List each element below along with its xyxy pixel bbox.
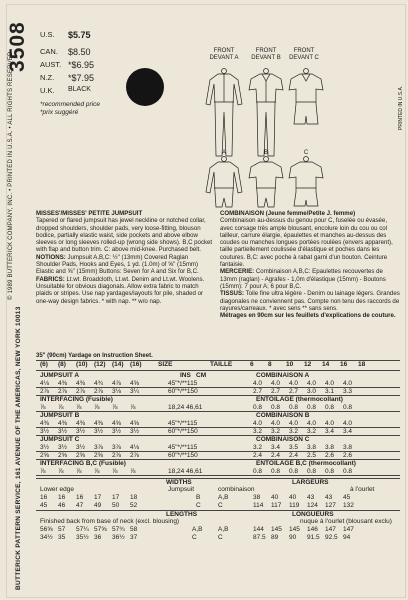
width-fr: 40	[289, 494, 297, 501]
metrages-note: Métrages en 90cm sur les feuillets d'explications de couture.	[220, 312, 396, 320]
width-en: 16	[40, 494, 48, 501]
length-fr: 146	[307, 526, 318, 533]
yardage-en: 3¼	[130, 388, 140, 395]
price-country: N.Z.	[40, 73, 55, 82]
fabric-width: 60"*/**150	[168, 428, 198, 435]
width-fr: 40	[271, 494, 279, 501]
yardage-fr: 2.6	[325, 452, 335, 459]
yardage-fr: 4.0	[271, 420, 281, 427]
yardage-en: ⅞	[76, 468, 82, 475]
yardage-en: 3½	[94, 428, 104, 435]
width-fr: 124	[307, 502, 318, 509]
yardage-en: 3½	[58, 444, 68, 451]
price-country: CAN.	[40, 47, 58, 56]
fabrics-heading: FABRICS:	[36, 275, 65, 283]
yardage-en: 4¾	[94, 380, 104, 387]
width-en: 52	[130, 502, 138, 509]
table-section-fr: COMBINAISON B	[256, 412, 310, 419]
pattern-number: 3508	[6, 21, 29, 72]
yardage-fr: 0.8	[343, 404, 353, 411]
tissus-text: Toile fine ultra légère - Denim ou lainage légers. Grandes diagonales ne conviennent pas. Compte non tenu des raccords de rayures/carreaux. * avec sens ** sans sens.	[220, 290, 400, 312]
table-header-rule	[36, 370, 400, 371]
size-label: SIZE	[158, 361, 173, 368]
width-en: 16	[76, 494, 84, 501]
price-row-us	[40, 30, 150, 43]
length-fr: 147	[343, 526, 354, 533]
yardage-fr: 4.0	[307, 420, 317, 427]
width-en: 16	[58, 494, 66, 501]
yardage-en: 4⅜	[40, 420, 50, 427]
width-fr: 117	[271, 502, 282, 509]
length-en: 56⅝	[40, 526, 53, 533]
lengths-rule	[36, 510, 400, 511]
yardage-en: 4⅝	[112, 420, 122, 427]
yardage-en: 4⅜	[94, 420, 104, 427]
yardage-en: ⅞	[58, 468, 64, 475]
garment-drawings	[186, 12, 402, 212]
width-fr: 127	[325, 502, 336, 509]
length-view: A,B	[192, 526, 203, 533]
description-body: Tapered or flared jumpsuit has jewel neckline or notched collar, dropped shoulders, shoulder pads, very loose-fitting, blouson bodice, partially elastic waist, side pockets and above elbow sleeves or long sleeves rolled-up (wrong side shows). B,C pocket with flap and button trim. C: above mid-knee. Purchased belt.	[36, 217, 213, 254]
yardage-fr: 4.0	[271, 380, 281, 387]
taille-header: 6	[250, 361, 254, 368]
garment-views	[186, 12, 402, 212]
length-en: 35½	[76, 534, 89, 541]
yardage-en: 3½	[76, 428, 86, 435]
width-fr: 43	[325, 494, 333, 501]
length-fr: 147	[325, 526, 336, 533]
yardage-fr: 0.8	[271, 468, 281, 475]
yardage-en: 3½	[40, 428, 50, 435]
price-country: U.K.	[40, 86, 55, 95]
publisher-address: BUTTERICK PATTERN SERVICE, 161 AVENUE OF THE AMERICAS, NEW YORK 10013	[15, 306, 22, 590]
length-en: 36½	[112, 534, 125, 541]
length-en: 57⅝	[94, 526, 107, 533]
width-en: 17	[94, 494, 102, 501]
taille-header: 14	[322, 361, 330, 368]
table-section-en: INTERFACING B,C (Fusible)	[40, 460, 126, 467]
length-fr: 145	[289, 526, 300, 533]
nuque-label: nuque à l'ourlet (blousant exclu)	[300, 518, 392, 525]
price-country: U.S.	[40, 30, 55, 39]
yardage-fr: 2.7	[271, 388, 281, 395]
yardage-fr: 0.8	[307, 468, 317, 475]
yardage-fr: 0.8	[307, 404, 317, 411]
yardage-fr: 0.8	[343, 468, 353, 475]
yardage-en: 3⅛	[112, 388, 122, 395]
description-english	[36, 210, 214, 305]
table-section-en: JUMPSUIT C	[40, 436, 80, 443]
yardage-fr: 3.2	[253, 428, 263, 435]
length-en: 57¼	[76, 526, 89, 533]
description-title: MISSES'/MISSES' PETITE JUMPSUIT	[36, 210, 143, 217]
back-view-a	[206, 157, 242, 208]
width-en: 46	[58, 502, 66, 509]
yardage-en: 3½	[40, 444, 50, 451]
taille-header: 10	[286, 361, 294, 368]
fabric-width: 45"*/**115	[168, 444, 198, 451]
mercerie-heading: MERCERIE:	[220, 268, 255, 276]
yardage-en: ⅞	[40, 404, 46, 411]
widths-label: WIDTHS	[166, 479, 192, 486]
front-label-a: FRONT DEVANT A	[209, 48, 239, 61]
yardage-en: ⅞	[40, 468, 46, 475]
back-label-b: B	[263, 150, 268, 156]
yardage-fr: 2.7	[253, 388, 263, 395]
yardage-fr: 0.8	[325, 468, 335, 475]
yardage-en: 2⅞	[112, 452, 122, 459]
table-section-fr: ENTOILAGE B,C (thermocollant)	[256, 460, 356, 467]
yardage-en: 4⅜	[76, 420, 86, 427]
length-en: 57	[58, 526, 66, 533]
length-en: 37	[130, 534, 138, 541]
yardage-fr: 4.0	[289, 420, 299, 427]
tissus-heading: TISSUS:	[220, 290, 245, 298]
length-fr: 90	[289, 534, 297, 541]
yardage-en: 4⅛	[40, 380, 50, 387]
yardage-en: 2⅞	[94, 388, 104, 395]
length-fr: 94	[343, 534, 351, 541]
price-value: *$7.95	[68, 73, 95, 83]
table-section-fr: COMBINAISON A	[256, 372, 310, 379]
yardage-fr: 4.0	[289, 380, 299, 387]
fabrics-text: Lt.wt. Broadcloth, Lt.wt. Denim and Lt.wt. Woolens. Unsuitable for obvious diagonals. Allow extra fabric to match plaids or stripes. Use nap yardages/layouts for pile, shaded or one-way design fabrics. * with nap. ** w/o nap.	[36, 275, 205, 305]
widths-rule	[36, 478, 400, 479]
yardage-en: ⅞	[130, 468, 136, 475]
yardage-en: ⅞	[94, 404, 100, 411]
yardage-fr: 0.8	[253, 404, 263, 411]
notions-heading: NOTIONS:	[36, 253, 66, 261]
front-view-a	[206, 69, 242, 157]
yardage-en: ⅞	[112, 404, 118, 411]
price-country: AUST.	[40, 60, 62, 69]
length-en: 35	[58, 534, 66, 541]
yardage-en: 2⅝	[58, 452, 68, 459]
width-fr: 114	[253, 502, 264, 509]
description-body-fr: Combinaison au-dessus du genou pour C, fuselée ou évasée, avec corsage très ample blousant, encolure loin du cou ou col tailleur, carrure élargie, épaulettes et manches au-dessus des coudes ou manches longues portées roulées (envers apparent), taille partiellement coulissée d'élastique et poches dans les coutures. B,C: avec poche à rabat garni d'un bouton. Ceinture fantaisie.	[220, 217, 393, 269]
width-fr: 45	[343, 494, 351, 501]
price-value: BLACK	[68, 86, 91, 93]
length-view: C	[192, 534, 197, 541]
yardage-en: 4⅜	[76, 380, 86, 387]
width-en: 49	[94, 502, 102, 509]
front-label-b: FRONT DEVANT B	[251, 48, 281, 61]
table-section-fr: ENTOILAGE (thermocollant)	[256, 396, 343, 403]
yardage-fr: 3.2	[271, 428, 281, 435]
width-en: 45	[40, 502, 48, 509]
yardage-en: 3⅞	[112, 444, 122, 451]
unit-ins: INS	[180, 372, 191, 379]
yardage-en: 2⅝	[94, 452, 104, 459]
yardage-en: ⅞	[130, 404, 136, 411]
yardage-en: 3½	[76, 444, 86, 451]
yardage-fr: 3.4	[271, 444, 281, 451]
yardage-fr: 2.4	[271, 452, 281, 459]
length-fr: 87.5	[253, 534, 266, 541]
yardage-fr: 3.8	[307, 444, 317, 451]
taille-label: TAILLE	[210, 361, 233, 368]
taille-header: 16	[340, 361, 348, 368]
length-en: 57¾	[112, 526, 125, 533]
width-en: 18	[130, 494, 138, 501]
length-fr: 145	[271, 526, 282, 533]
yardage-fr: 0.8	[271, 404, 281, 411]
length-fr: 91.5	[307, 534, 320, 541]
yardage-en: 4⅞	[112, 380, 122, 387]
yardage-en: ⅞	[112, 468, 118, 475]
description-french	[220, 210, 400, 319]
length-view-fr: C	[218, 534, 223, 541]
size-header: (12)	[94, 361, 106, 368]
longueurs-label: LONGUEURS	[292, 511, 334, 518]
yardage-en: 3½	[130, 428, 140, 435]
description-title-fr: COMBINAISON (Jeune femme/Petite J. femme)	[220, 210, 356, 217]
yardage-en: 4⅛	[130, 444, 140, 451]
mercerie-text: Combinaison A,B,C: Epaulettes recouvertes de 13mm (raglan) - Agrafes - 1,0m d'élastique (15mm) - Boutons (15mm): 7 pour A; 6 pour B,C.	[220, 268, 386, 290]
fabric-width: 60"*/**150	[168, 388, 198, 395]
yardage-fr: 2.6	[343, 452, 353, 459]
fabric-width: 45"*/**115	[168, 380, 198, 387]
back-view-c	[289, 157, 323, 207]
length-en: 34½	[40, 534, 53, 541]
a-lourlet-label: à l'ourlet	[350, 486, 375, 493]
yardage-fr: 3.4	[343, 428, 353, 435]
length-fr: 144	[253, 526, 264, 533]
yardage-fr: 4.0	[325, 420, 335, 427]
price-value: *$6.95	[68, 60, 95, 70]
jumpsuit-label: Jumpsuit	[168, 486, 195, 493]
yardage-fr: 4.0	[343, 380, 353, 387]
size-header: (8)	[58, 361, 66, 368]
yardage-fr: 3.1	[325, 388, 335, 395]
yardage-en: 3½	[58, 428, 68, 435]
size-header: (6)	[40, 361, 48, 368]
row-rule	[36, 435, 400, 436]
taille-header: 18	[358, 361, 366, 368]
back-label-a: A	[221, 150, 226, 156]
taille-header: 8	[268, 361, 272, 368]
yardage-fr: 4.0	[343, 420, 353, 427]
yardage-en: 4⅝	[130, 380, 140, 387]
width-en: 47	[76, 502, 84, 509]
yardage-en: ⅞	[58, 404, 64, 411]
size-header: (14)	[112, 361, 124, 368]
back-view-b	[249, 157, 283, 208]
length-fr: 89	[271, 534, 279, 541]
yardage-en: 4⅜	[58, 380, 68, 387]
yardage-fr: 0.8	[289, 468, 299, 475]
fabric-width: 18,24 46,61	[168, 468, 203, 475]
front-view-b	[249, 69, 283, 157]
yardage-fr: 3.3	[343, 388, 353, 395]
size-header: (10)	[76, 361, 88, 368]
row-rule	[36, 411, 400, 412]
envelope-sidebar	[0, 0, 32, 600]
width-fr: 38	[253, 494, 261, 501]
price-value: $5.75	[68, 30, 91, 40]
yardage-fr: 4.0	[253, 380, 263, 387]
size-header: (16)	[130, 361, 142, 368]
price-row-can	[40, 47, 150, 60]
yardage-fr: 4.0	[325, 380, 335, 387]
taille-header: 12	[304, 361, 312, 368]
yardage-en: ⅞	[76, 404, 82, 411]
yardage-fr: 0.8	[253, 468, 263, 475]
table-section-en: INTERFACING (Fusible)	[40, 396, 113, 403]
finished-back-label: Finished back from base of neck (excl. blousing)	[40, 518, 180, 525]
yardage-en: 4⅜	[58, 420, 68, 427]
width-view: B	[196, 494, 201, 501]
yardage-fr: 3.5	[289, 444, 299, 451]
table-section-fr: COMBINAISON C	[256, 436, 310, 443]
yardage-en: 2⅞	[40, 388, 50, 395]
width-fr: 132	[343, 502, 354, 509]
length-en: 36	[94, 534, 102, 541]
yardage-fr: 0.8	[289, 404, 299, 411]
yardage-en: 3⅞	[94, 444, 104, 451]
yardage-fr: 0.8	[325, 404, 335, 411]
largeurs-label: LARGEURS	[292, 479, 329, 486]
table-section-en: JUMPSUIT A	[40, 372, 80, 379]
width-en: 17	[112, 494, 120, 501]
notions-text: Jumpsuit A,B,C: ½" (13mm) Covered Raglan Shoulder Pads, Hooks and Eyes, 1 yd. (1.0m) of ⅝" (15mm) Elastic and ⅝" (15mm) Buttons: Seven for A and Six for B,C.	[36, 253, 199, 276]
table-section-en: JUMPSUIT B	[40, 412, 80, 419]
yardage-note: 35" (90cm) Yardage on Instruction Sheet.	[36, 353, 153, 359]
yardage-fr: 3.0	[307, 388, 317, 395]
front-view-c	[289, 69, 323, 125]
price-note: *recommended price *prix suggéré	[40, 101, 100, 116]
width-view-fr: C	[218, 502, 223, 509]
yardage-fr: 2.7	[289, 388, 299, 395]
length-view-fr: A,B	[218, 526, 229, 533]
lower-edge-label: Lower edge	[40, 486, 74, 493]
yardage-fr: 2.5	[307, 452, 317, 459]
black-dot-marker	[126, 68, 164, 106]
back-label-c: C	[303, 150, 309, 156]
width-en: 50	[112, 502, 120, 509]
front-label-c: FRONT DEVANT C	[289, 48, 319, 61]
yardage-en: 2⅝	[40, 452, 50, 459]
yardage-en: 2⅞	[76, 388, 86, 395]
yardage-fr: 3.2	[289, 428, 299, 435]
yardage-fr: 3.4	[325, 428, 335, 435]
yardage-fr: 4.0	[253, 420, 263, 427]
printed-in-usa: PRINTED IN U.S.A.	[398, 85, 404, 130]
yardage-fr: 4.0	[307, 380, 317, 387]
width-fr: 43	[307, 494, 315, 501]
yardage-fr: 3.2	[253, 444, 263, 451]
length-en: 58	[130, 526, 138, 533]
yardage-en: ⅞	[94, 468, 100, 475]
yardage-fr: 2.4	[253, 452, 263, 459]
combinaison-label: combinaison	[218, 486, 255, 493]
row-rule	[36, 475, 400, 476]
fabric-width: 60"*/**150	[168, 452, 198, 459]
yardage-fr: 3.8	[325, 444, 335, 451]
length-fr: 92.5	[325, 534, 338, 541]
lengths-label: LENGTHS	[166, 511, 198, 518]
yardage-en: 3½	[112, 428, 122, 435]
yardage-en: 2⅞	[58, 388, 68, 395]
yardage-en: 2⅝	[76, 452, 86, 459]
yardage-fr: 3.8	[343, 444, 353, 451]
fabric-width: 18,24 46,61	[168, 404, 203, 411]
fabric-width: 45"*/**115	[168, 420, 198, 427]
yardage-fr: 3.2	[307, 428, 317, 435]
yardage-en: 2⅞	[130, 452, 140, 459]
yardage-en: 4⅝	[130, 420, 140, 427]
width-view: C	[196, 502, 201, 509]
yardage-fr: 2.4	[289, 452, 299, 459]
width-fr: 119	[289, 502, 300, 509]
price-value: $8.50	[68, 47, 91, 57]
width-view-fr: A,B	[218, 494, 229, 501]
unit-cm: CM	[196, 372, 207, 379]
copyright-text: © 1989 BUTTERICK COMPANY, INC. • PRINTED IN U.S.A. • ALL RIGHTS RESERVED	[8, 51, 14, 300]
